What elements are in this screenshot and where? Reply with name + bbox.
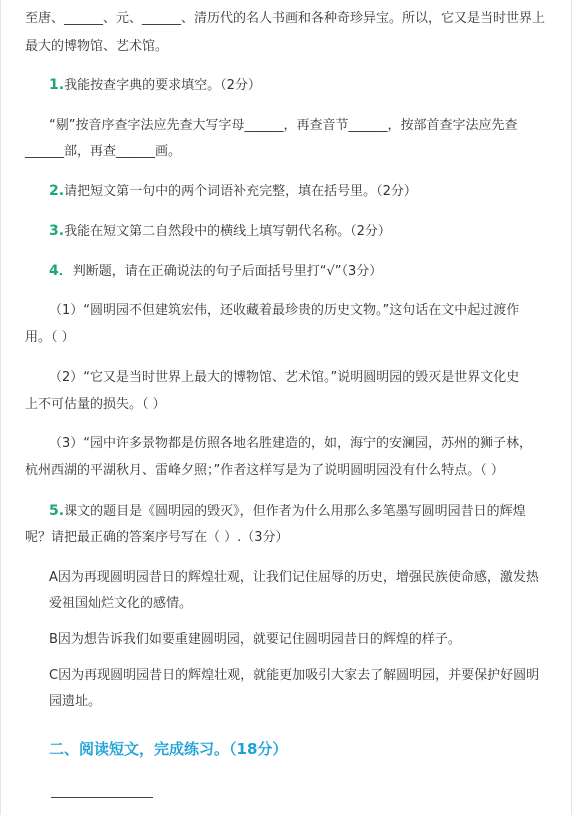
intro-line-1: 至唐、______、元、______、清历代的名人书画和各种奇珍异宝。所以，它又是当时世界上 [25,11,546,26]
question-4-text: 判断题，请在正确说法的句子后面括号里打“√”（3分） [72,264,383,279]
question-2-text: 请把短文第一句中的两个词语补充完整，填在括号里。（2分） [64,184,417,199]
option-c-line-2: 园遗址。 [49,694,102,709]
q4-item-3-line-1: （3）“园中许多景物都是仿照各地名胜建造的，如，海宁的安澜园，苏州的狮子林， [49,436,533,451]
q4-item-2-line-1: （2）“它又是当时世界上最大的博物馆、艺术馆。”说明圆明园的毁灭是世界文化史 [49,370,520,385]
option-b: B因为想告诉我们如要重建圆明园，就要记住圆明园昔日的辉煌的样子。 [49,632,461,647]
question-3-number: 3. [49,223,65,239]
question-4 [49,258,553,285]
option-a-line-2: 爱祖国灿烂文化的感情。 [49,596,193,611]
intro-line-2: 最大的博物馆、艺术馆。 [25,39,169,54]
section-heading: 二、阅读短文，完成练习。（18分） [49,740,288,758]
question-2-number: 2. [49,183,65,199]
question-1-text: 我能按查字典的要求填空。（2分） [64,78,261,93]
question-5-text-line-1: 课文的题目是《圆明园的毁灭》，但作者为什么用那么多笔墨写圆明园昔日的辉煌 [64,504,526,519]
question-3 [49,218,553,245]
q4-item-1-line-2: 用。（ ） [25,330,75,345]
question-1-blank-line-1: “剔”按音序查字法应先查大写字母______，再查音节______，按部首查字法应先查 [49,118,518,133]
question-5 [49,498,553,525]
question-1-number: 1. [49,77,65,93]
q4-item-3-line-2: 杭州西湖的平湖秋月、雷峰夕照；”作者这样写是为了说明圆明园没有什么特点。（ ） [25,463,504,478]
q4-item-1-line-1: （1）“圆明园不但建筑宏伟，还收藏着最珍贵的历史文物。”这句话在文中起过渡作 [49,303,520,318]
option-c-line-1: C因为再现圆明园昔日的辉煌壮观，就能更加吸引大家去了解圆明园，并要保护好圆明 [49,668,540,683]
question-2 [49,178,553,205]
q4-item-2-line-2: 上不可估量的损失。（ ） [25,397,166,412]
question-5-text-line-2: 呢？请把最正确的答案序号写在（ ）.（3分） [25,530,289,545]
question-1 [49,72,553,99]
underline-divider [51,797,153,798]
question-3-text: 我能在短文第二自然段中的横线上填写朝代名称。（2分） [64,224,391,239]
question-5-number: 5. [49,503,65,519]
option-a-line-1: A因为再现圆明园昔日的辉煌壮观，让我们记住屈辱的历史，增强民族使命感，激发热 [49,570,539,585]
question-4-number: 4． [49,263,73,279]
question-1-blank-line-2: ______部，再查______画。 [25,144,182,159]
